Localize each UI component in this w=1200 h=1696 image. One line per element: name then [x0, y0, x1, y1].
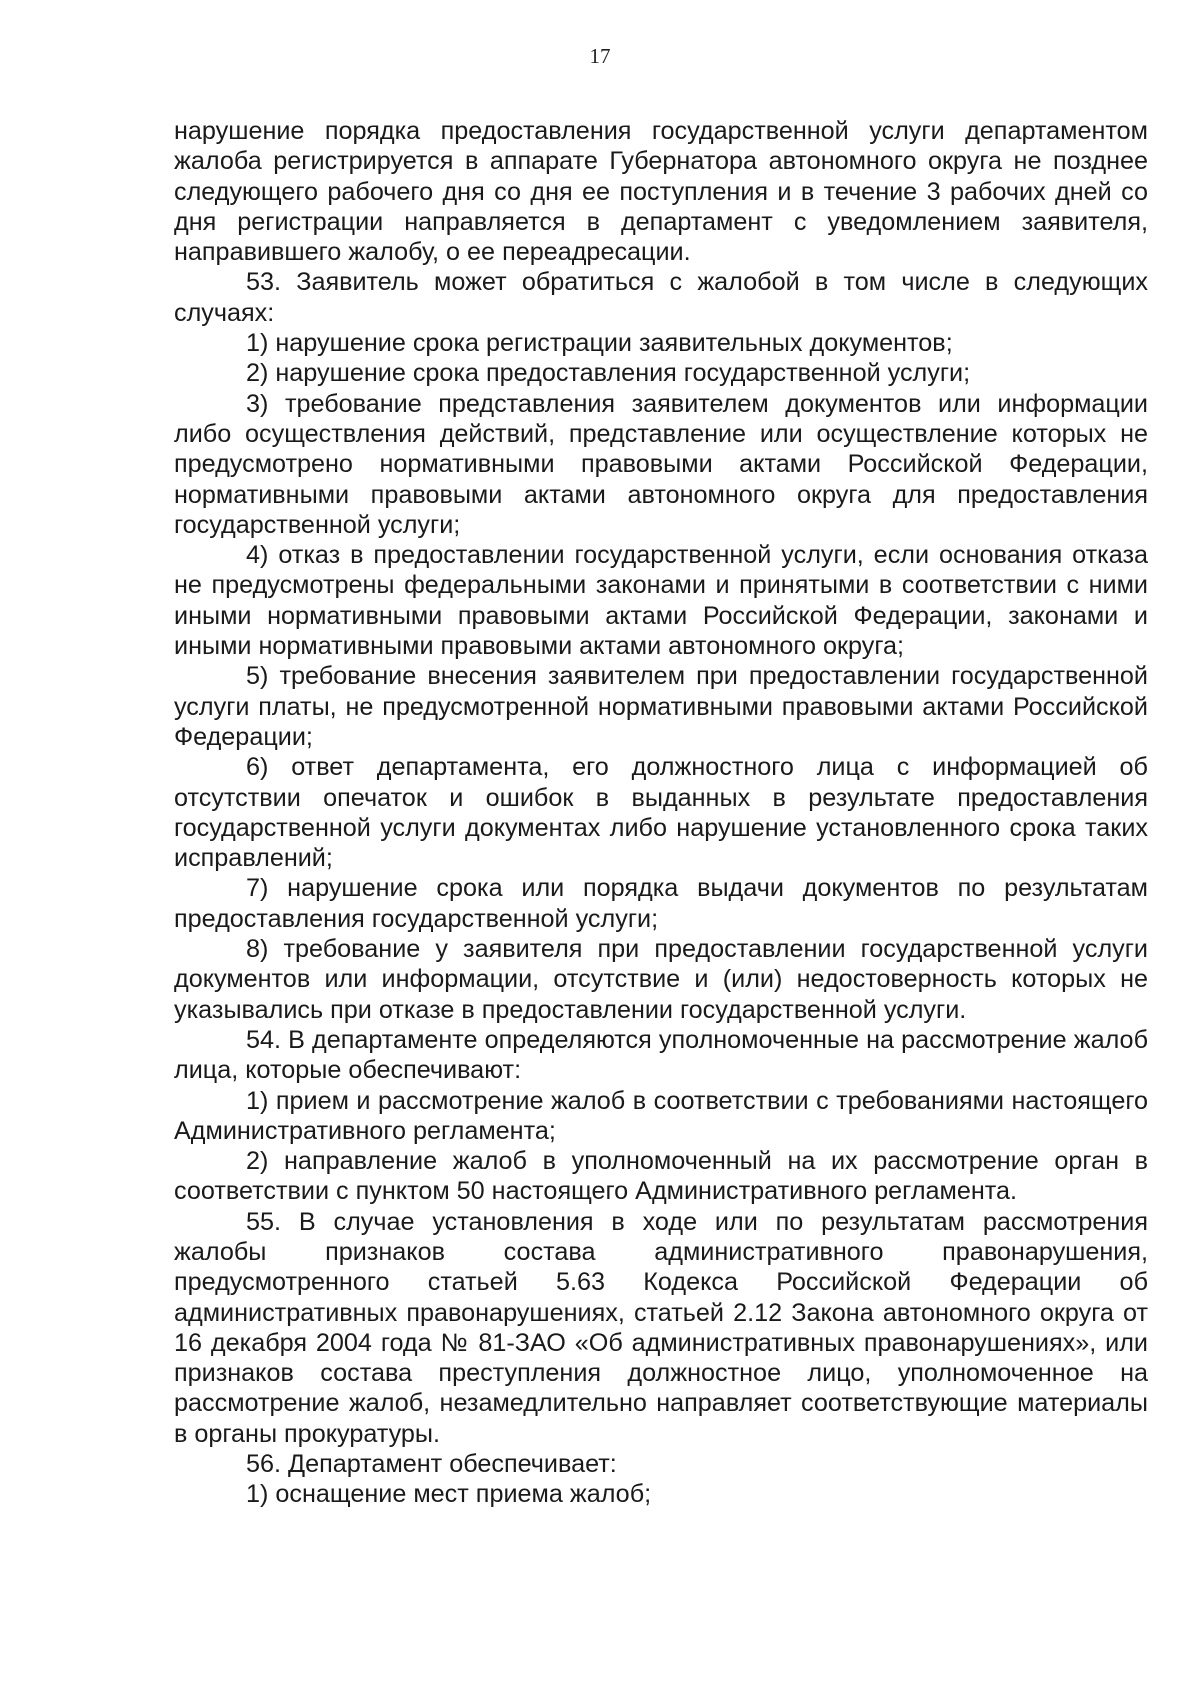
document-body	[174, 116, 1148, 1510]
list-item: 2) нарушение срока предоставления государственной услуги;	[246, 359, 971, 388]
paragraph: нарушение порядка предоставления государственной услуги департаментом жалоба регистрируется в аппарате Губернатора автономного округа не позднее следующего рабочего дня со дня ее поступления и в течение 3 рабочих дней со дня регистрации направляется в департамент с уведомлением заявителя, направившего жалобу, о ее переадресации.	[174, 117, 1148, 267]
list-item: 6) ответ департамента, его должностного лица с информацией об отсутствии опечаток и ошибок в выданных в результате предоставления государственной услуги документах либо нарушение установленного срока таких исправлений;	[174, 753, 1148, 873]
list-item: 3) требование представления заявителем документов или информации либо осуществления действий, представление или осуществление которых не предусмотрено нормативными правовыми актами Российской Федерации, нормативными правовыми актами автономного округа для предоставления государственной услуги;	[174, 389, 1148, 539]
list-item: 7) нарушение срока или порядка выдачи документов по результатам предоставления государственной услуги;	[174, 874, 1148, 933]
paragraph-56: 56. Департамент обеспечивает:	[246, 1450, 617, 1479]
paragraph-53: 53. Заявитель может обратиться с жалобой в том числе в следующих случаях:	[174, 268, 1148, 327]
paragraph-55: 55. В случае установления в ходе или по результатам рассмотрения жалобы признаков состава административного правонарушения, предусмотренного статьей 5.63 Кодекса Российской Федерации об административных правонарушениях, статьей 2.12 Закона автономного округа от 16 декабря 2004 года № 81-ЗАО «Об административных правонарушениях», или признаков состава преступления должностное лицо, уполномоченное на рассмотрение жалоб, незамедлительно направляет соответствующие материалы в органы прокуратуры.	[174, 1207, 1148, 1448]
list-item: 5) требование внесения заявителем при предоставлении государственной услуги платы, не предусмотренной нормативными правовыми актами Российской Федерации;	[174, 662, 1148, 751]
list-item: 2) направление жалоб в уполномоченный на их рассмотрение орган в соответствии с пунктом 50 настоящего Административного регламента.	[174, 1147, 1148, 1206]
list-item: 1) нарушение срока регистрации заявительных документов;	[246, 329, 953, 358]
list-item: 8) требование у заявителя при предоставлении государственной услуги документов или информации, отсутствие и (или) недостоверность которых не указывались при отказе в предоставлении государственной услуги.	[174, 935, 1148, 1024]
list-item: 1) прием и рассмотрение жалоб в соответствии с требованиями настоящего Административного регламента;	[174, 1086, 1148, 1145]
list-item: 4) отказ в предоставлении государственной услуги, если основания отказа не предусмотрены федеральными законами и принятыми в соответствии с ними иными нормативными правовыми актами Российской Федерации, законами и иными нормативными правовыми актами автономного округа;	[174, 541, 1148, 661]
paragraph-54: 54. В департаменте определяются уполномоченные на рассмотрение жалоб лица, которые обеспечивают:	[174, 1025, 1148, 1085]
list-item: 1) оснащение мест приема жалоб;	[246, 1480, 652, 1509]
page-number: 17	[589, 44, 611, 68]
